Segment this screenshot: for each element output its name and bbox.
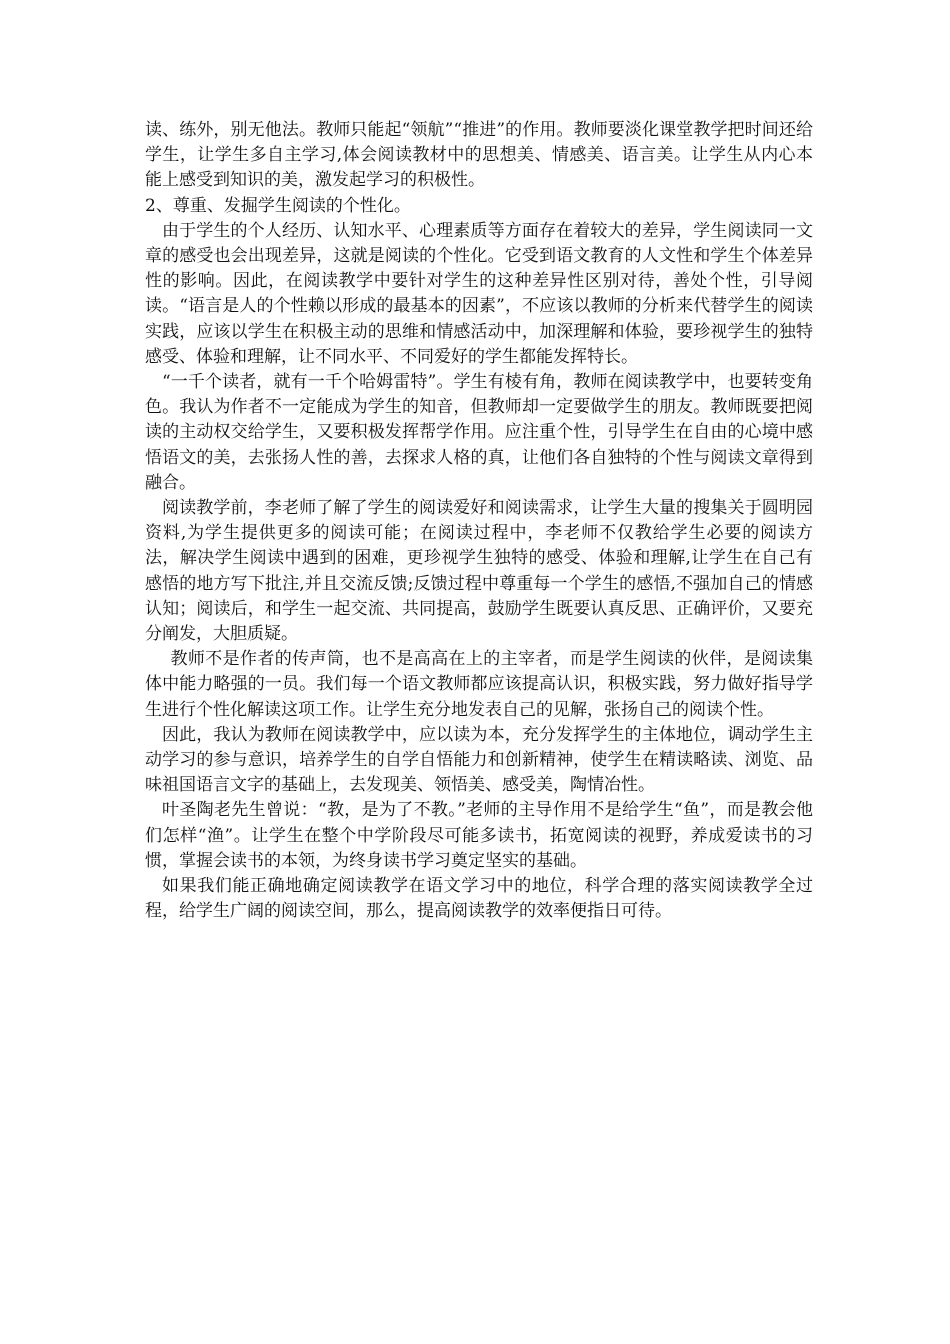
paragraph-hamlet-quote: “一千个读者，就有一千个哈姆雷特”。学生有棱有角，教师在阅读教学中，也要转变角色。我认为作者不一定能成为学生的知音，但教师却一定要做学生的朋友。教师既要把阅读的主动权交给学生，又要积极发挥帮学作用。应注重个性，引导学生在自由的心境中感悟语文的美，去张扬人性的善，去探求人格的真，让他们各自独特的个性与阅读文章得到融合。 (145, 372, 813, 493)
section-heading: 2、尊重、发掘学生阅读的个性化。 (145, 195, 411, 216)
paragraph-continuation: 读、练外，别无他法。教师只能起“领航”“推进”的作用。教师要淡化课堂教学把时间还给学生，让学生多自主学习,体会阅读教材中的思想美、情感美、语言美。让学生从内心本能上感受到知识的美，激发起学习的积极性。 (145, 120, 813, 191)
paragraph-final: 如果我们能正确地确定阅读教学在语文学习中的地位，科学合理的落实阅读教学全过程，给学生广阔的阅读空间，那么，提高阅读教学的效率便指日可待。 (145, 876, 813, 922)
document-body (145, 118, 813, 925)
paragraph-teacher-li: 阅读教学前，李老师了解了学生的阅读爱好和阅读需求，让学生大量的搜集关于圆明园资料,为学生提供更多的阅读可能；在阅读过程中，李老师不仅教给学生必要的阅读方法，解决学生阅读中遇到的困难，更珍视学生独特的感受、体验和理解,让学生在自己有感悟的地方写下批注,并且交流反馈;反馈过程中尊重每一个学生的感悟,不强加自己的情感认知；阅读后，和学生一起交流、共同提高，鼓励学生既要认真反思、正确评价，又要充分阐发，大胆质疑。 (145, 498, 813, 645)
paragraph-conclusion: 因此，我认为教师在阅读教学中，应以读为本，充分发挥学生的主体地位，调动学生主动学习的参与意识，培养学生的自学自悟能力和创新精神，使学生在精读略读、浏览、品味祖国语言文字的基础上，去发现美、领悟美、感受美，陶情冶性。 (145, 724, 813, 796)
paragraph-teacher-role: 教师不是作者的传声筒，也不是高高在上的主宰者，而是学生阅读的伙伴，是阅读集体中能力略强的一员。我们每一个语文教师都应该提高认识，积极实践，努力做好指导学生进行个性化解读这项工作。让学生充分地发表自己的见解，张扬自己的阅读个性。 (145, 649, 813, 720)
paragraph-individuality: 由于学生的个人经历、认知水平、心理素质等方面存在着较大的差异，学生阅读同一文章的感受也会出现差异，这就是阅读的个性化。它受到语文教育的人文性和学生个体差异性的影响。因此，在阅读教学中要针对学生的这种差异性区别对待，善处个性，引导阅读。“语言是人的个性赖以形成的最基本的因素”，不应该以教师的分析来代替学生的阅读实践，应该以学生在积极主动的思维和情感活动中，加深理解和体验，要珍视学生的独特感受、体验和理解，让不同水平、不同爱好的学生都能发挥特长。 (145, 220, 813, 367)
paragraph-ye-shengtao: 叶圣陶老先生曾说：“教，是为了不教。”老师的主导作用不是给学生“鱼”，而是教会他们怎样“渔”。让学生在整个中学阶段尽可能多读书，拓宽阅读的视野，养成爱读书的习惯，掌握会读书的本领，为终身读书学习奠定坚实的基础。 (145, 800, 813, 871)
